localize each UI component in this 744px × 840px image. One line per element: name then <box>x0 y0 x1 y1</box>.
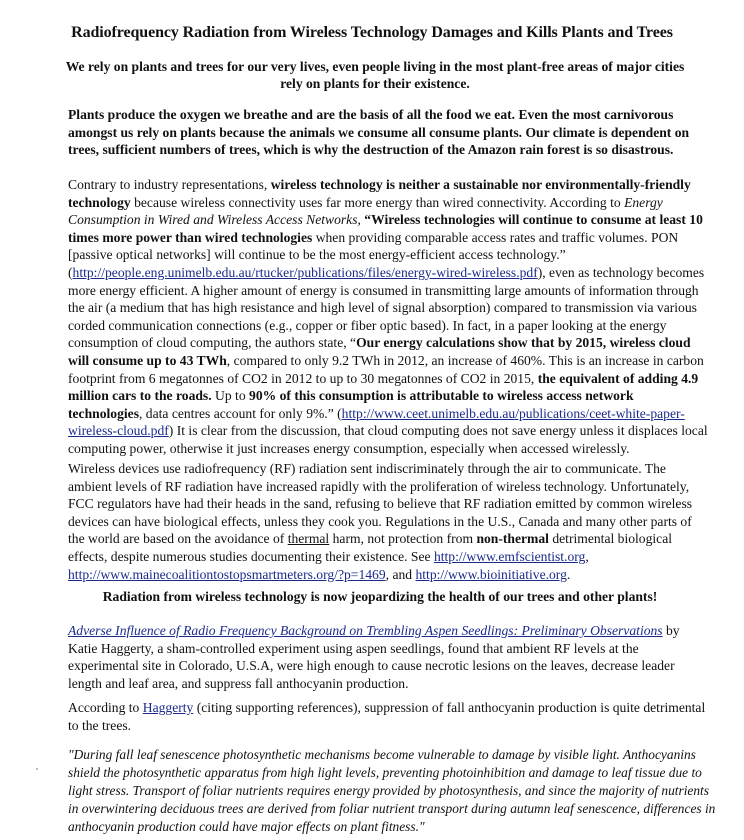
link-emfscientist[interactable]: http://www.emfscientist.org <box>433 548 586 564</box>
link-aspen-seedlings-study[interactable]: Adverse Influence of Radio Frequency Background on Trembling Aspen Seedlings: Preliminary Observations <box>68 623 663 638</box>
paragraph-plants-oxygen: Plants produce the oxygen we breathe and are the basis of all the food we eat. Even the most carnivorous amongst us rely on plants because the animals we consume all consume plants. Our climate is dependent on trees, sufficient numbers of trees, which is why the destruction of the Amazon rain forest is so disastrous. <box>68 107 690 158</box>
link-mainecoalition[interactable]: http://www.mainecoalitiontostopsmartmeters.org/?p=1469 <box>68 566 386 582</box>
link-haggerty[interactable]: Haggerty <box>142 700 194 715</box>
section-heading-jeopardizing: Radiation from wireless technology is now jeopardizing the health of our trees and other plants! <box>102 589 658 604</box>
link-ceet-wireless-cloud-pdf[interactable]: http://www.ceet.unimelb.edu.au/publications/ceet-white-paper-wireless-cloud.pdf <box>68 405 685 439</box>
paragraph-haggerty: According to Haggerty (citing supporting references), suppression of fall anthocyanin production is quite detrimental to the trees. <box>68 700 706 733</box>
paragraph-wireless-energy: Contrary to industry representations, wireless technology is neither a sustainable nor environmentally-friendly technology because wireless connectivity uses far more energy than wired connectivity. According to Energy Consumption in Wired and Wireless Access Networks, “Wireless technologies will continue to consume at least 10 times more power than wired technologies when providing comparable access rates and traffic volumes. PON [passive optical networks] will continue to be the most energy-efficient access technology.” (http://people.eng.unimelb.edu.au/rtucker/publications/files/energy-wired-wireless.pdf), even as technology becomes more energy efficient. A higher amount of energy is consumed in transmitting large amounts of information through the air (a medium that has high resistance and high level of signal absorption) compared to transmission via various corded communication connections (e.g., copper or fiber optic based). In fact, in a paper looking at the energy consumption of cloud computing, the authors state, “Our energy calculations show that by 2015, wireless cloud will consume up to 43 TWh, compared to only 9.2 TWh in 2012, an increase of 460%. This is an increase in carbon footprint from 6 megatonnes of CO2 in 2012 to up to 30 megatonnes of CO2 in 2015, the equivalent of adding 4.9 million cars to the roads. Up to 90% of this consumption is attributable to wireless access network technologies, data centres account for only 9%.” (http://www.ceet.unimelb.edu.au/publications/ceet-white-paper-wireless-cloud.pdf) It is clear from the discussion, that cloud computing does not save energy unless it displaces local computing power, otherwise it just increases energy consumption, especially when accessed wirelessly. <box>68 177 708 456</box>
document-title: Radiofrequency Radiation from Wireless Technology Damages and Kills Plants and Trees <box>71 24 673 41</box>
link-energy-wired-wireless-pdf[interactable]: http://people.eng.unimelb.edu.au/rtucker/publications/files/energy-wired-wireless.pdf <box>72 264 538 280</box>
paragraph-aspen-study: Adverse Influence of Radio Frequency Background on Trembling Aspen Seedlings: Preliminary Observations by Katie Haggerty, a sham-controlled experiment using aspen seedlings, found that ambient RF levels at the experimental site in Colorado, U.S.A, were high enough to cause necrotic lesions on the leaves, decrease leader length and leaf area, and suppress fall anthocyanin production. <box>68 623 680 691</box>
block-quote-anthocyanin: "During fall leaf senescence photosynthetic mechanisms become vulnerable to damage by visible light. Anthocyanins shield the photosynthetic apparatus from high light levels, preventing photoinhibition and damage to leaf tissue due to light stress. Transport of foliar nutrients requires energy provided by photosynthesis, and since the majority of nutrients in overwintering deciduous trees are derived from foliar nutrient transport during autumn leaf senescence, differences in anthocyanin production could have major effects on plant fitness." <box>68 747 716 834</box>
link-bioinitiative[interactable]: http://www.bioinitiative.org <box>415 566 567 582</box>
scan-artifact <box>36 768 38 770</box>
document-subtitle: We rely on plants and trees for our very lives, even people living in the most plant-free areas of major cities rely on plants for their existence. <box>65 59 685 91</box>
paragraph-rf-radiation: Wireless devices use radiofrequency (RF) radiation sent indiscriminately through the air to communicate. The ambient levels of RF radiation have increased rapidly with the proliferation of wireless technology. Unfortunately, FCC regulators have had their heads in the sand, refusing to believe that RF radiation emitted by common wireless devices can have biological effects, unless they cook you. Regulations in the U.S., Canada and many other parts of the world are based on the avoidance of thermal harm, not protection from non-thermal detrimental biological effects, despite numerous studies documenting their existence. See http://www.emfscientist.org, http://www.mainecoalitiontostopsmartmeters.org/?p=1469, and http://www.bioinitiative.org. <box>68 461 693 582</box>
